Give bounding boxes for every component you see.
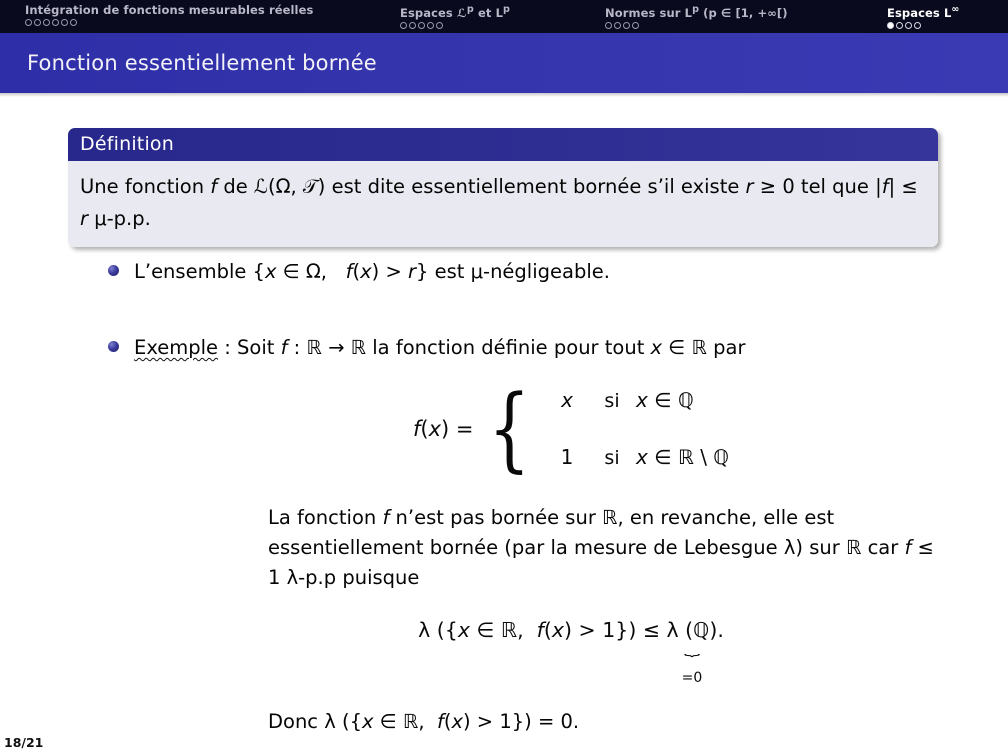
nav-dot[interactable] — [61, 19, 68, 26]
nav-dot[interactable] — [418, 22, 425, 29]
nav-dot[interactable] — [70, 19, 77, 26]
nav-section-dots[interactable] — [400, 22, 595, 29]
nav-section-normes-lp[interactable] — [595, 0, 860, 33]
piecewise-row — [546, 442, 729, 473]
nav-dot[interactable] — [614, 22, 621, 29]
piecewise-function-equation — [134, 375, 1008, 483]
inequality-trailing-period: . — [717, 618, 724, 642]
piecewise-connector: si — [604, 447, 620, 469]
nav-dot[interactable] — [914, 22, 921, 29]
page-indicator: 18/21 — [4, 735, 44, 750]
underbrace-label: =0 — [681, 670, 703, 686]
frame-title: Fonction essentiellement bornée — [27, 51, 377, 75]
list-item — [0, 333, 1008, 737]
definition-block-text: Une fonction f de ℒ(Ω, 𝒯) est dite essentiellement bornée s’il existe r ≥ 0 tel que |f| ≤ r μ-p.p. — [68, 161, 938, 247]
frame-title-bar — [0, 33, 1008, 93]
nav-dot[interactable] — [427, 22, 434, 29]
underbraced-expression: λ (ℚ) — [666, 618, 718, 642]
nav-dot[interactable] — [34, 19, 41, 26]
piecewise-condition: x ∈ ℚ — [636, 388, 694, 412]
explanation-paragraph: La fonction f n’est pas bornée sur ℝ, en revanche, elle est essentiellement bornée (par la mesure de Lebesgue λ) sur ℝ car f ≤ 1 λ-p.p puisque — [268, 506, 934, 589]
piecewise-row — [546, 385, 729, 416]
nav-section-title: Espaces L∞ — [887, 4, 960, 20]
nav-dot[interactable] — [605, 22, 612, 29]
nav-section-espaces-lp[interactable] — [390, 0, 595, 33]
piecewise-connector: si — [604, 390, 620, 412]
list-item — [0, 257, 1008, 287]
nav-dot[interactable] — [52, 19, 59, 26]
nav-section-title: Espaces ℒ$^p$ et $L^p$ — [400, 4, 510, 20]
piecewise-value: x — [561, 388, 573, 412]
inequality-equation — [134, 615, 1008, 686]
list-item-text: L’ensemble {x ∈ Ω, f(x) > r} est μ-négligeable. — [134, 260, 610, 283]
conclusion-paragraph: Donc λ ({x ∈ ℝ, f(x) > 1}) = 0. — [268, 710, 580, 733]
list-item-text: : Soit f : ℝ → ℝ la fonction définie pour tout x ∈ ℝ par — [218, 336, 746, 359]
nav-dot[interactable] — [623, 22, 630, 29]
nav-section-integration[interactable] — [0, 0, 390, 33]
bullet-icon — [108, 341, 119, 352]
itemize-list — [0, 257, 1008, 737]
nav-section-espaces-linfini[interactable] — [860, 0, 1008, 33]
nav-dot[interactable] — [896, 22, 903, 29]
nav-section-title: Intégration de fonctions mesurables réelles — [25, 3, 314, 17]
nav-dot[interactable] — [43, 19, 50, 26]
piecewise-lhs: f(x) = — [412, 417, 474, 441]
example-label: Exemple — [134, 336, 219, 359]
definition-block-heading: Définition — [68, 128, 938, 161]
piecewise-value: 1 — [560, 445, 574, 469]
nav-dot[interactable] — [400, 22, 407, 29]
slide-body — [0, 97, 1008, 733]
nav-dot[interactable] — [25, 19, 32, 26]
nav-section-dots[interactable] — [25, 19, 390, 26]
definition-block — [68, 128, 938, 247]
underbrace-glyph: ⏟ — [684, 639, 700, 657]
bullet-icon — [108, 265, 119, 276]
nav-dot[interactable] — [905, 22, 912, 29]
nav-dot[interactable] — [409, 22, 416, 29]
inequality-lhs: λ ({x ∈ ℝ, f(x) > 1}) ≤ — [418, 618, 667, 642]
nav-dot-current[interactable] — [887, 22, 894, 29]
left-brace-glyph: { — [488, 375, 531, 483]
nav-dot[interactable] — [436, 22, 443, 29]
nav-section-dots[interactable] — [887, 22, 1008, 29]
section-navigation-bar — [0, 0, 1008, 33]
nav-dot[interactable] — [632, 22, 639, 29]
underbrace-group — [666, 615, 718, 686]
piecewise-condition: x ∈ ℝ \ ℚ — [636, 445, 730, 469]
nav-section-dots[interactable] — [605, 22, 860, 29]
nav-section-title: Normes sur $L^p$ (p ∈ [1, +∞[) — [605, 4, 788, 20]
